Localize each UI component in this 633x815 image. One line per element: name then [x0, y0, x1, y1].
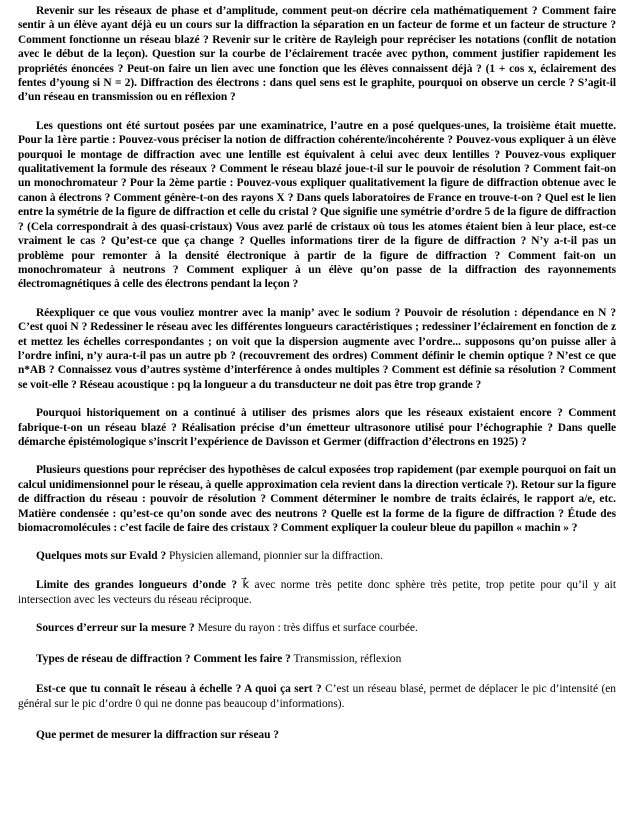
- answer-text: Physicien allemand, pionnier sur la diffraction.: [166, 550, 383, 563]
- qa-item: [18, 682, 616, 711]
- document-page: [18, 4, 616, 742]
- question-text: Est-ce que tu connaît le réseau à échelle ? A quoi ça sert ?: [36, 683, 322, 696]
- answer-text: Transmission, réflexion: [290, 652, 402, 665]
- qa-item: [18, 652, 616, 667]
- question-text: Sources d’erreur sur la mesure ?: [36, 622, 195, 635]
- answer-text: C’est un réseau blasé, permet de déplacer le pic d’intensité (en général sur le pic d’ordre 0 qui ne donne pas beaucoup d’informations).: [18, 683, 617, 710]
- qa-item: [18, 621, 616, 636]
- question-text: Types de réseau de diffraction ? Comment les faire ?: [36, 652, 291, 665]
- qa-item: [18, 549, 616, 564]
- answer-text: Mesure du rayon : très diffus et surface courbée.: [194, 622, 418, 635]
- question-text: Que permet de mesurer la diffraction sur réseau ?: [36, 728, 279, 741]
- paragraph-3: Réexpliquer ce que vous vouliez montrer avec la manip’ avec le sodium ? Pouvoir de résolution : dépendance en N ? C’est quoi N ? Redessiner le réseau avec les différentes longueurs caractéristiques ; redessiner l’éclairement en fonction de z et mettez les échelles correspondantes ; on voit que la dispersion augmente avec l’ordre... supposons qu’on puisse aller à l’ordre infini, n’y aura-t-il pas un autre pb ? (recouvrement des ordres) Comment définir le chemin optique ? N’est ce que n*AB ? Connaissez vous d’autres système d’interférence à ondes multiples ? Comment est définie sa résolution ? Comment se voit-elle ? Réseau acoustique : pq la longueur a du transducteur ne doit pas être trop grande ?: [18, 306, 616, 391]
- qa-item: [18, 578, 616, 607]
- paragraph-1: Revenir sur les réseaux de phase et d’amplitude, comment peut-on décrire cela mathématiquement ? Comment faire sentir à un élève ayant déjà eu un cours sur la diffraction la séparation en un facteur de forme et un facteur de structure ? Comment fonctionne un réseau blazé ? Revenir sur le critère de Rayleigh pour repréciser les notations (conflit de notation avec le début de la leçon). Question sur la courbe de l’éclairement tracée avec python, comment justifier rapidement les propriétés énoncées ? Peut-on faire un lien avec une fonction que les élèves connaissent déjà ? (1 + cos x, éclairement des fentes d’young si N = 2). Diffraction des électrons : dans quel sens est le graphite, pourquoi on observe un cercle ? S’agit-il d’un réseau en transmission ou en réflexion ?: [18, 5, 616, 104]
- paragraph-5: Plusieurs questions pour repréciser des hypothèses de calcul exposées trop rapidement (par exemple pourquoi on fait un calcul unidimensionnel pour le réseau, à quelle approximation cela revient dans la direction verticale ?). Retour sur la figure de diffraction du réseau : pouvoir de résolution ? Comment déterminer le nombre de traits éclairés, le rapport a/e, etc. Matière condensée : qu’est-ce qu’on sonde avec des neutrons ? Quelle est la forme de la figure de diffraction ? Étude des biomacromolécules : c’est facile de faire des cristaux ? Comment expliquer la couleur bleue du papillon « machin » ?: [18, 464, 616, 534]
- question-text: Limite des grandes longueurs d’onde ?: [36, 579, 238, 591]
- qa-item: [18, 728, 616, 743]
- paragraph-4: Pourquoi historiquement on a continué à utiliser des prismes alors que les réseaux existaient encore ? Comment fabrique-t-on un réseau blazé ? Réalisation précise d’un émetteur ultrasonore utilisé pour l’échographie ? Dans quelle démarche épistémologique s’inscrit l’expérience de Davisson et Germer (diffraction d’électrons en 1925) ?: [18, 407, 616, 448]
- question-text: Quelques mots sur Evald ?: [36, 550, 167, 563]
- answer-text: k⃗ avec norme très petite donc sphère très petite, trop petite pour qu’il y ait intersection avec les vecteurs du réseau réciproque.: [18, 579, 617, 606]
- paragraph-2: Les questions ont été surtout posées par une examinatrice, l’autre en a posé quelques-unes, la troisième était muette. Pour la 1ère partie : Pouvez-vous préciser la notion de diffraction cohérente/incohérente ? Pouvez-vous expliquer à un élève pourquoi le montage de diffraction avec une lentille est équivalent à celui avec deux lentilles ? Pouvez-vous expliquer qualitativement la formule des réseaux ? Comment le réseau blazé joue-t-il sur le pouvoir de résolution ? Comment fait-on un monochromateur ? Pour la 2ème partie : Pouvez-vous expliquer qualitativement la figure de diffraction obtenue avec le canon à électrons ? Comment génère-t-on des rayons X ? Dans quels laboratoires de France en trouve-t-on ? Quel est le lien entre la symétrie de la figure de diffraction et celle du cristal ? Que signifie une symétrie d’ordre 5 de la figure de diffraction ? (Cela correspondrait à des quasi-cristaux) Vous avez parlé de cristaux où tous les atomes étaient bien à leur place, est-ce vraiment le cas ? Qu’est-ce que ça change ? Quelles informations tirer de la figure de diffraction ? N’y a-t-il pas un problème pour remonter à la densité électronique à partir de la figure de diffraction ? Comment fait-on un monochromateur à neutrons ? Comment expliquer à un élève qu’on passe de la diffraction des rayonnements électromagnétiques à celle des électrons pendant la leçon ?: [18, 119, 616, 291]
